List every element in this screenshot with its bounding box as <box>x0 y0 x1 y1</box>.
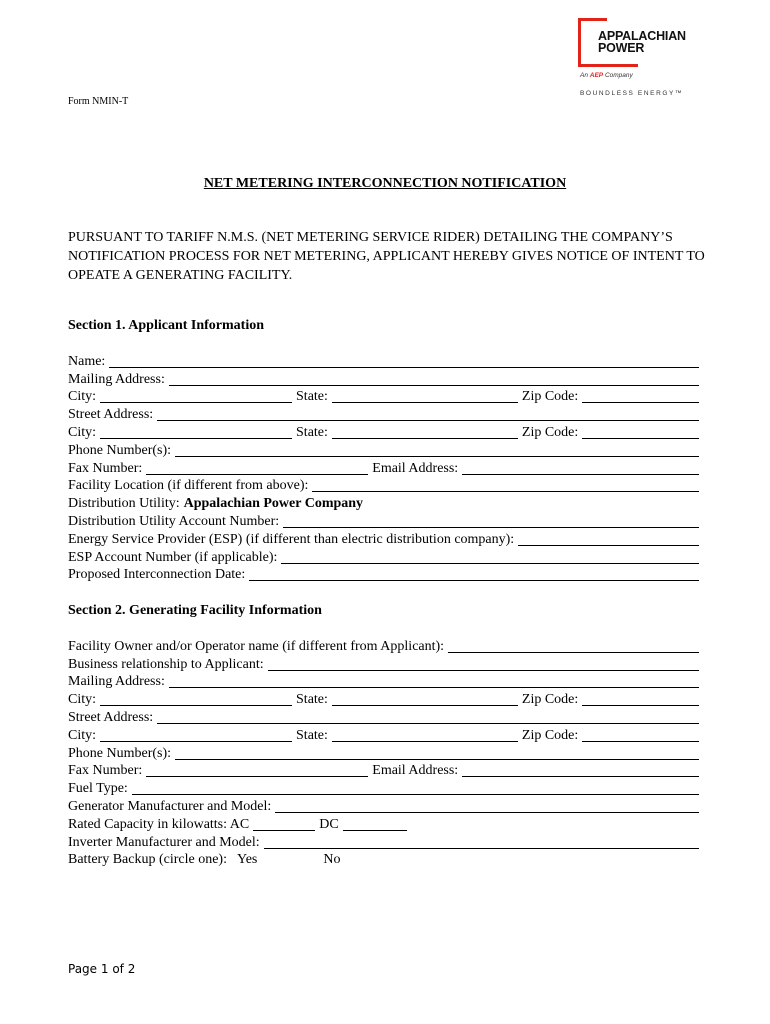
applicant-city-label: City: <box>68 389 97 405</box>
facility-street-label: Street Address: <box>68 709 154 725</box>
interconnection-date-row <box>68 566 701 584</box>
applicant-phone-row <box>68 441 701 459</box>
logo-company-suffix: Company <box>604 72 633 79</box>
facility-city-label: City: <box>68 692 97 708</box>
fuel-type-label: Fuel Type: <box>68 781 128 797</box>
applicant-fax-field[interactable] <box>146 461 368 475</box>
applicant-fax-row <box>68 459 701 477</box>
facility-phone-field[interactable] <box>175 746 699 760</box>
esp-row <box>68 530 701 548</box>
logo-company <box>580 72 633 79</box>
generator-label: Generator Manufacturer and Model: <box>68 798 272 814</box>
battery-backup-label: Battery Backup (circle one): <box>68 852 227 868</box>
owner-field[interactable] <box>448 639 699 653</box>
page-number: Page 1 of 2 <box>68 962 136 976</box>
facility-fax-label: Fax Number: <box>68 763 143 779</box>
esp-label: Energy Service Provider (ESP) (if different than electric distribution company): <box>68 531 515 547</box>
battery-yes-option[interactable]: Yes <box>236 852 258 868</box>
applicant-street-row <box>68 405 701 423</box>
logo-name <box>598 30 686 54</box>
distribution-utility-value: Appalachian Power Company <box>183 496 364 512</box>
applicant-city-field[interactable] <box>100 389 292 403</box>
applicant-name-field[interactable] <box>109 354 699 368</box>
applicant-city2-label: City: <box>68 424 97 440</box>
inverter-label: Inverter Manufacturer and Model: <box>68 834 260 850</box>
applicant-state-field[interactable] <box>332 389 518 403</box>
applicant-phone-label: Phone Number(s): <box>68 442 172 458</box>
facility-mailing-field[interactable] <box>169 674 699 688</box>
applicant-street-label: Street Address: <box>68 407 154 423</box>
esp-field[interactable] <box>518 532 699 546</box>
applicant-name-row <box>68 352 701 370</box>
rated-capacity-label: Rated Capacity in kilowatts: AC <box>68 816 250 832</box>
facility-zip2-field[interactable] <box>582 728 699 742</box>
applicant-zip-label: Zip Code: <box>521 389 579 405</box>
inverter-field[interactable] <box>264 835 699 849</box>
business-relationship-label: Business relationship to Applicant: <box>68 656 264 672</box>
facility-zip-field[interactable] <box>582 692 699 706</box>
utility-account-label: Distribution Utility Account Number: <box>68 513 280 529</box>
distribution-utility-row <box>68 494 701 512</box>
section1-fields <box>68 352 701 583</box>
facility-state2-field[interactable] <box>332 728 518 742</box>
applicant-fax-label: Fax Number: <box>68 460 143 476</box>
facility-street-row <box>68 708 701 726</box>
utility-account-field[interactable] <box>283 514 699 528</box>
facility-location-row <box>68 477 701 495</box>
facility-city2-row <box>68 726 701 744</box>
applicant-phone-field[interactable] <box>175 443 699 457</box>
applicant-email-label: Email Address: <box>372 460 459 476</box>
business-relationship-row <box>68 655 701 673</box>
battery-no-option[interactable]: No <box>323 852 341 868</box>
facility-mailing-row <box>68 673 701 691</box>
owner-label: Facility Owner and/or Operator name (if different from Applicant): <box>68 638 445 654</box>
facility-email-field[interactable] <box>462 763 699 777</box>
applicant-state2-field[interactable] <box>332 425 518 439</box>
logo-company-brand: AEP <box>589 72 604 79</box>
capacity-dc-label: DC <box>319 816 339 832</box>
facility-street-field[interactable] <box>157 710 699 724</box>
facility-phone-label: Phone Number(s): <box>68 745 172 761</box>
applicant-city-row <box>68 388 701 406</box>
logo-line1: APPALACHIAN <box>598 29 686 43</box>
interconnection-date-label: Proposed Interconnection Date: <box>68 567 246 583</box>
facility-location-label: Facility Location (if different from above): <box>68 478 309 494</box>
generator-row <box>68 797 701 815</box>
inverter-row <box>68 833 701 851</box>
logo-tagline: BOUNDLESS ENERGY™ <box>580 90 684 97</box>
applicant-mailing-field[interactable] <box>169 372 699 386</box>
intro-paragraph: PURSUANT TO TARIFF N.M.S. (NET METERING SERVICE RIDER) DETAILING THE COMPANY’S NOTIFICATION PROCESS FOR NET METERING, APPLICANT HEREBY GIVES NOTICE OF INTENT TO OPEATE A GENERATING FACILITY. <box>68 230 705 283</box>
fuel-type-field[interactable] <box>132 781 699 795</box>
facility-email-label: Email Address: <box>372 763 459 779</box>
facility-fax-field[interactable] <box>146 763 368 777</box>
applicant-state-label: State: <box>296 389 328 405</box>
facility-state2-label: State: <box>296 727 328 743</box>
facility-mailing-label: Mailing Address: <box>68 674 165 690</box>
document-title: NET METERING INTERCONNECTION NOTIFICATION <box>203 176 567 191</box>
capacity-dc-field[interactable] <box>343 817 407 831</box>
facility-state-field[interactable] <box>332 692 518 706</box>
section2-fields <box>68 637 701 868</box>
applicant-mailing-label: Mailing Address: <box>68 371 165 387</box>
facility-zip-label: Zip Code: <box>521 692 579 708</box>
facility-state-label: State: <box>296 692 328 708</box>
utility-account-row <box>68 512 701 530</box>
facility-location-field[interactable] <box>312 478 699 492</box>
applicant-city2-row <box>68 423 701 441</box>
applicant-mailing-row <box>68 370 701 388</box>
owner-row <box>68 637 701 655</box>
applicant-state2-label: State: <box>296 424 328 440</box>
form-id: Form NMIN-T <box>68 96 129 107</box>
appalachian-power-logo <box>578 18 708 102</box>
facility-phone-row <box>68 744 701 762</box>
esp-account-row <box>68 548 701 566</box>
esp-account-field[interactable] <box>281 550 699 564</box>
distribution-utility-label: Distribution Utility: <box>68 496 180 512</box>
battery-backup-row <box>68 851 701 869</box>
applicant-city2-field[interactable] <box>100 425 292 439</box>
section2-heading: Section 2. Generating Facility Information <box>68 603 322 618</box>
applicant-name-label: Name: <box>68 353 106 369</box>
applicant-zip2-field[interactable] <box>582 425 699 439</box>
capacity-ac-field[interactable] <box>253 817 315 831</box>
logo-company-prefix: An <box>580 72 588 79</box>
section1-heading: Section 1. Applicant Information <box>68 318 265 333</box>
applicant-email-field[interactable] <box>462 461 699 475</box>
business-relationship-field[interactable] <box>268 657 699 671</box>
esp-account-label: ESP Account Number (if applicable): <box>68 549 278 565</box>
applicant-street-field[interactable] <box>157 407 699 421</box>
generator-field[interactable] <box>275 799 699 813</box>
facility-fax-row <box>68 762 701 780</box>
facility-zip2-label: Zip Code: <box>521 727 579 743</box>
applicant-zip2-label: Zip Code: <box>521 424 579 440</box>
facility-city-row <box>68 690 701 708</box>
fuel-type-row <box>68 779 701 797</box>
rated-capacity-row <box>68 815 701 833</box>
facility-city2-label: City: <box>68 727 97 743</box>
interconnection-date-field[interactable] <box>249 567 699 581</box>
applicant-zip-field[interactable] <box>582 389 699 403</box>
facility-city2-field[interactable] <box>100 728 292 742</box>
logo-line2: POWER <box>598 41 645 55</box>
facility-city-field[interactable] <box>100 692 292 706</box>
logo-frame-line <box>578 64 638 67</box>
